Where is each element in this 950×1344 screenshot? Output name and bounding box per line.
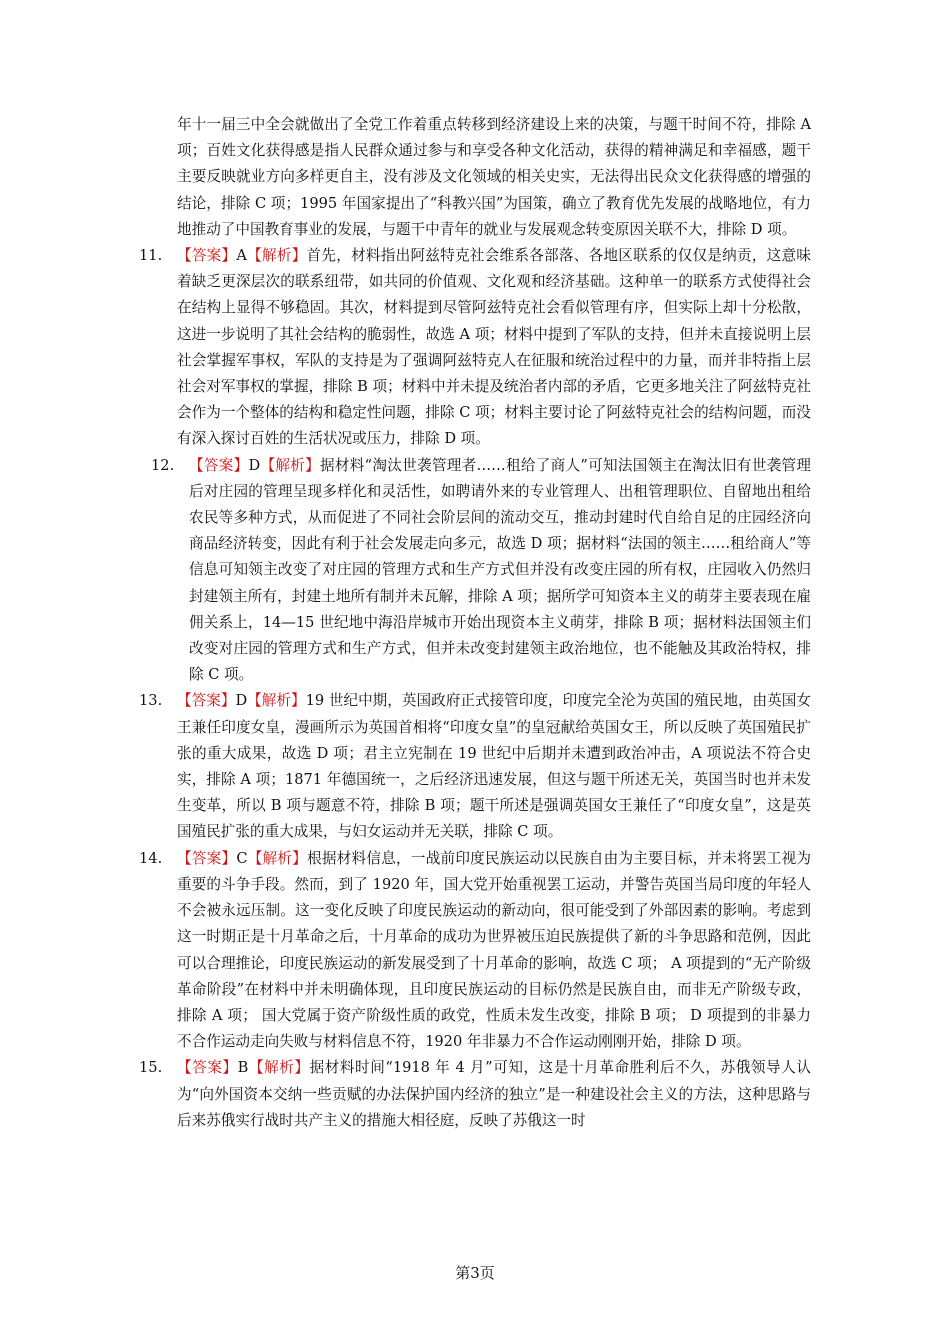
answer-tag: 【答案】 (189, 456, 249, 474)
answer-letter: C (236, 849, 248, 867)
item-number: 12. (151, 456, 175, 474)
answer-tag: 【答案】 (177, 1059, 238, 1077)
document-body (139, 112, 811, 1134)
page-number: 第3页 (455, 1264, 495, 1282)
analysis-text: 据材料“淘汰世袭管理者……租给了商人”可知法国领主在淘汰旧有世袭管理后对庄园的管理呈现多样化和灵活性，如聘请外来的专业管理人、出租管理职位、自留地出租给农民等多种方式，从而促进了不同社会阶层间的流动交互，推动封建时代自给自足的庄园经济向商品经济转变，因此有利于社会发展走向多元，故选 D 项；据材料“法国的领主……租给商人”等信息可知领主改变了对庄园的管理方式和生产方式但并没有改变庄园的所有权，庄园收入仍然归封建领主所有，封建土地所有制并未瓦解，排除 A 项；据所学可知资本主义的萌芽主要表现在雇佣关系上，14—15 世纪地中海沿岸城市开始出现资本主义萌芽，排除 B 项；据材料法国领主们改变对庄园的管理方式和生产方式，但并未改变封建领主政治地位，也不能触及其政治特权，排除 C 项。 (189, 456, 811, 684)
answer-item-15 (139, 1055, 811, 1134)
answer-tag: 【答案】 (177, 247, 237, 265)
answer-item-13 (139, 688, 811, 845)
analysis-text: 据材料时间“1918 年 4 月”可知，这是十月革命胜利后不久，苏俄领导人认为“向外国资本交纳一些贡赋的办法保护国内经济的独立”是一种建设社会主义的方法，这种思路与后来苏俄实行战时共产主义的措施大相径庭，反映了苏俄这一时 (177, 1059, 811, 1129)
answer-tag: 【答案】 (177, 849, 237, 867)
analysis-text: 首先，材料指出阿兹特克社会维系各部落、各地区联系的仅仅是纳贡，这意味着缺乏更深层次的联系纽带，如共同的价值观、文化观和经济基础。这种单一的联系方式使得社会在结构上显得不够稳固。其次，材料提到尽管阿兹特克社会看似管理有序，但实际上却十分松散，这进一步说明了其社会结构的脆弱性，故选 A 项；材料中提到了军队的支持，但并未直接说明上层社会掌握军事权，军队的支持是为了强调阿兹特克人在征服和统治过程中的力量，而并非特指上层社会对军事权的掌握，排除 B 项；材料中并未提及统治者内部的矛盾，它更多地关注了阿兹特克社会作为一个整体的结构和稳定性问题，排除 C 项；材料主要讨论了阿兹特克社会的结构问题，而没有深入探讨百姓的生活状况或压力，排除 D 项。 (177, 247, 811, 448)
item-number: 14. (139, 849, 163, 867)
analysis-tag: 【解析】 (247, 692, 306, 710)
answer-item-11 (139, 243, 811, 453)
item-number: 15. (139, 1059, 163, 1077)
answer-tag: 【答案】 (177, 692, 236, 710)
analysis-tag: 【解析】 (247, 849, 308, 867)
answer-item-14 (139, 846, 811, 1056)
answer-letter: A (236, 247, 247, 265)
analysis-tag: 【解析】 (260, 456, 321, 474)
analysis-text: 19 世纪中期，英国政府正式接管印度，印度完全沦为英国的殖民地，由英国女王兼任印度女皇，漫画所示为英国首相将“印度女皇”的皇冠献给英国女王，所以反映了英国殖民扩张的重大成果，故选 D 项；君主立宪制在 19 世纪中后期并未遭到政治冲击，A 项说法不符合史实，排除 A 项；1871 年德国统一，之后经济迅速发展，但这与题干所述无关，英国当时也并未发生变革，所以 B 项与题意不符，排除 B 项；题干所述是强调英国女王兼任了“印度女皇”，这是英国殖民扩张的重大成果，与妇女运动并无关联，排除 C 项。 (177, 692, 811, 841)
answer-item-12 (139, 453, 811, 689)
analysis-tag: 【解析】 (246, 247, 307, 265)
item-number: 13. (139, 692, 163, 710)
analysis-text: 根据材料信息，一战前印度民族运动以民族自由为主要目标，并未将罢工视为重要的斗争手段。然而，到了 1920 年，国大党开始重视罢工运动，并警告英国当局印度的年轻人不会被永远压制。这一变化反映了印度民族运动的新动向，很可能受到了外部因素的影响。考虑到这一时期正是十月革命之后，十月革命的成功为世界被压迫民族提供了新的斗争思路和范例，因此可以合理推论，印度民族运动的新发展受到了十月革命的影响，故选 C 项； A 项提到的“无产阶级革命阶段”在材料中并未明确体现，且印度民族运动的目标仍然是民族自由，而非无产阶级专政，排除 A 项； 国大党属于资产阶级性质的政党，性质未发生改变，排除 B 项； D 项提到的非暴力不合作运动走向失败与材料信息不符，1920 年非暴力不合作运动刚刚开始，排除 D 项。 (177, 849, 811, 1051)
answer-letter: D (248, 456, 261, 474)
continuation-paragraph: 年十一届三中全会就做出了全党工作着重点转移到经济建设上来的决策，与题干时间不符，排除 A 项；百姓文化获得感是指人民群众通过参与和享受各种文化活动，获得的精神满足和幸福感，题干主要反映就业方向多样更自主，没有涉及文化领域的相关史实，无法得出民众文化获得感的增强的结论，排除 C 项；1995 年国家提出了“科教兴国”为国策，确立了教育优先发展的战略地位，有力地推动了中国教育事业的发展，与题干中青年的就业与发展观念转变原因关联不大，排除 D 项。 (177, 116, 811, 238)
answer-letter: B (237, 1059, 249, 1077)
item-number: 11. (139, 247, 163, 265)
analysis-tag: 【解析】 (248, 1059, 310, 1077)
answer-letter: D (235, 692, 248, 710)
